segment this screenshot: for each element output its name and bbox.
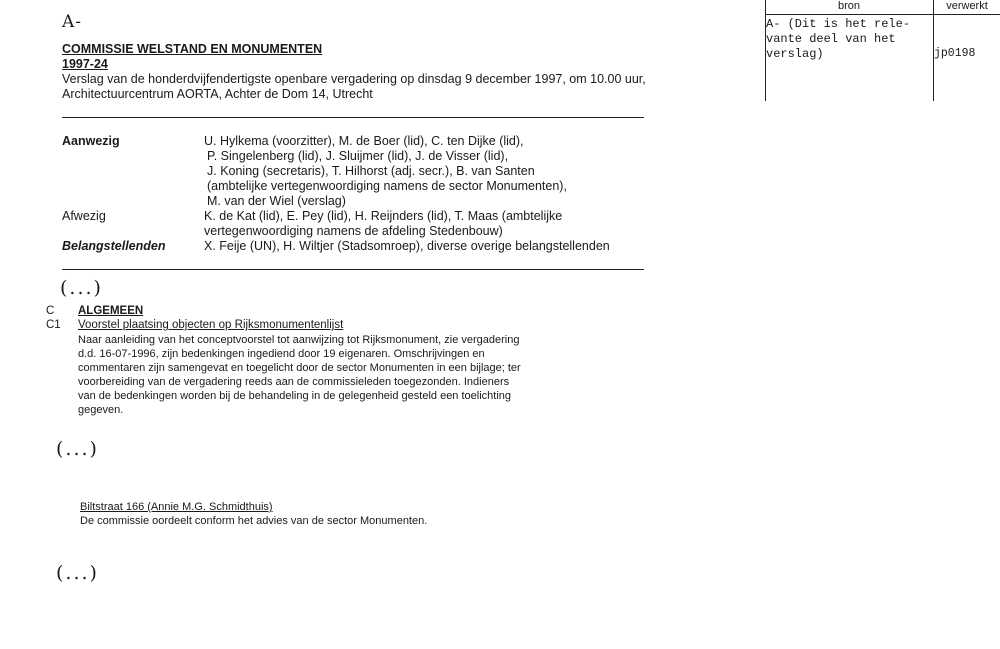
item-text-line: van de bedenkingen worden bij de behandeling in de gelegenheid gesteld een toelichting [78, 390, 512, 402]
section-letter: C [46, 305, 55, 317]
sub-item-title: Biltstraat 166 (Annie M.G. Schmidthuis) [80, 501, 273, 513]
document-year: 1997-24 [62, 57, 108, 71]
stamp-header-verwerkt: verwerkt [946, 0, 988, 12]
meeting-intro: Verslag van de honderdvijfendertigste openbare vergadering op dinsdag 9 december 1997, om 10.00 uur, Architectuurcentrum AORTA, Achter de Dom 14, Utrecht [62, 72, 646, 101]
section-title: ALGEMEEN [78, 305, 144, 317]
interested-label: Belangstellenden [62, 239, 166, 253]
present-line: (ambtelijke vertegenwoordiging namens de sector Monumenten), [207, 179, 567, 193]
item-text-line: d.d. 16-07-1996, zijn bedenkingen ingediend door 19 eigenaren. Omschrijvingen en [78, 348, 485, 360]
stamp-verwerkt-value: jp0198 [934, 47, 976, 60]
item-number: C1 [46, 319, 61, 331]
item-text-line: gegeven. [78, 404, 124, 416]
absent-line: K. de Kat (lid), E. Pey (lid), H. Reijnders (lid), T. Maas (ambtelijke [204, 209, 563, 223]
item-title: Voorstel plaatsing objecten op Rijksmonumentenlijst [78, 319, 344, 331]
absent-label: Afwezig [62, 209, 106, 223]
stamp-bron-line: verslag) [766, 47, 824, 61]
absent-line: vertegenwoordiging namens de afdeling Stedenbouw) [204, 224, 503, 238]
stamp-header-bron: bron [837, 0, 861, 12]
omission-mark: (...) [56, 438, 99, 460]
omission-mark: (...) [56, 562, 99, 584]
archive-stamp-table [765, 0, 1000, 101]
omission-mark: (...) [60, 277, 103, 299]
present-line: M. van der Wiel (verslag) [207, 194, 346, 208]
item-text-line: voorbereiding van de vergadering reeds aan de commissieleden toegezonden. Indieners [78, 376, 510, 388]
separator-line [62, 117, 644, 118]
separator-line [62, 269, 644, 270]
present-line: P. Singelenberg (lid), J. Sluijmer (lid), J. de Visser (lid), [207, 149, 509, 163]
document-title: COMMISSIE WELSTAND EN MONUMENTEN [62, 42, 323, 56]
item-text-line: Naar aanleiding van het conceptvoorstel tot aanwijzing tot Rijksmonument, zie vergadering [78, 334, 520, 346]
interested-text: X. Feije (UN), H. Wiltjer (Stadsomroep), diverse overige belangstellenden [204, 239, 610, 253]
present-line: J. Koning (secretaris), T. Hilhorst (adj. secr.), B. van Santen [207, 164, 535, 178]
present-line: U. Hylkema (voorzitter), M. de Boer (lid), C. ten Dijke (lid), [204, 134, 524, 148]
present-label: Aanwezig [62, 134, 120, 148]
stamp-bron-line: vante deel van het [766, 32, 896, 46]
stamp-bron-line: A- (Dit is het rele- [766, 17, 911, 31]
item-text-line: commentaren zijn samengevat en toegelicht door de sector Monumenten in een bijlage; ter [78, 362, 521, 374]
document-code-mark: A- [62, 12, 83, 32]
sub-item-text: De commissie oordeelt conform het advies van de sector Monumenten. [80, 515, 428, 527]
